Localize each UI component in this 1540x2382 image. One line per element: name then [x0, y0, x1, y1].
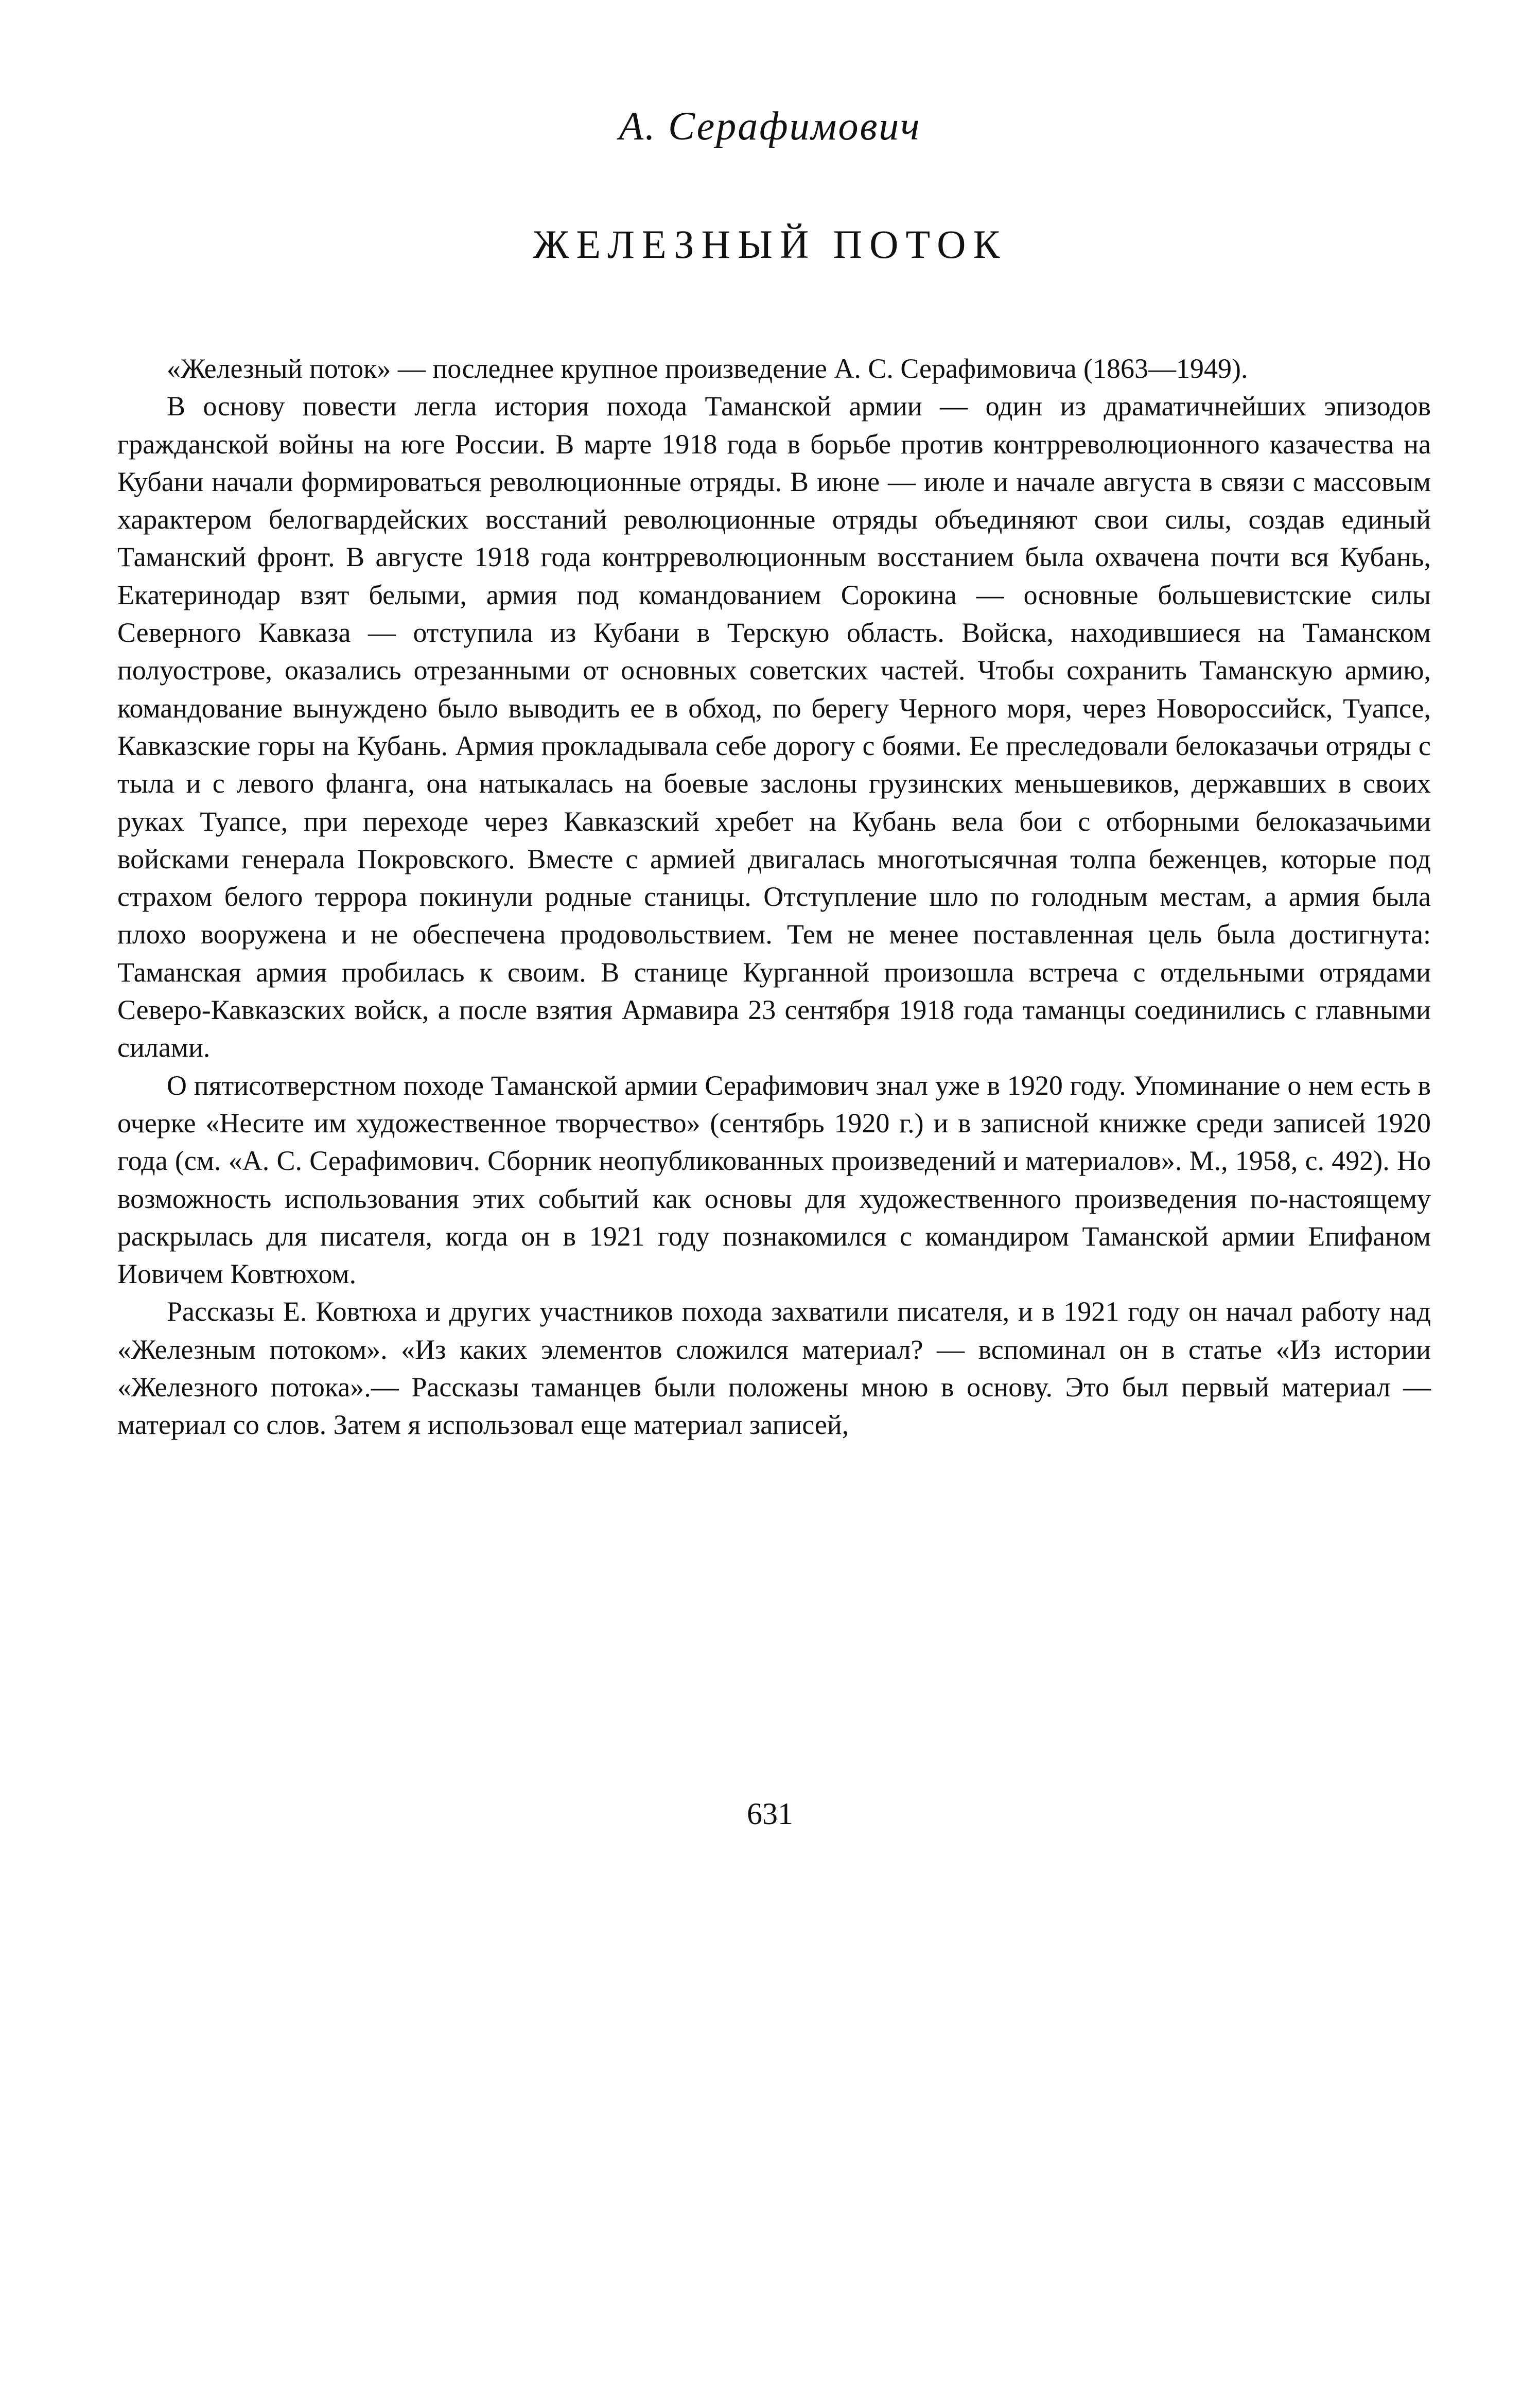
paragraph-knowledge: О пятисотверстном походе Таманской армии Серафимович знал уже в 1920 году. Упоминание о нем есть в очерке «Несите им художественное творчество» (сентябрь 1920 г.) и в записной книжке среди записей 1920 года (см. «А. С. Серафимович. Сборник неопубликованных произведений и материалов». М., 1958, с. 492). Но возможность использования этих событий как основы для художественного произведения по-настоящему раскрылась для писателя, когда он в 1921 году познакомился с командиром Таманской армии Епифаном Иовичем Ковтюхом.	[117, 1070, 1431, 1290]
work-title: ЖЕЛЕЗНЫЙ ПОТОК	[533, 222, 1007, 267]
page-number: 631	[747, 1797, 793, 1831]
paragraph-history: В основу повести легла история похода Таманской армии — один из драматичнейших эпизодов гражданской войны на юге России. В марте 1918 года в борьбе против контрреволюционного казачества на Кубани начали формироваться революционные отряды. В июне — июле и начале августа в связи с массовым характером белогвардейских восстаний революционные отряды объединяют свои силы, создав единый Таманский фронт. В августе 1918 года контрреволюционным восстанием была охвачена почти вся Кубань, Екатеринодар взят белыми, армия под командованием Сорокина — основные большевистские силы Северного Кавказа — отступила из Кубани в Терскую область. Войска, находившиеся на Таманском полуострове, оказались отрезанными от основных советских частей. Чтобы сохранить Таманскую армию, командование вынуждено было выводить ее в обход, по берегу Черного моря, через Новороссийск, Туапсе, Кавказские горы на Кубань. Армия прокладывала себе дорогу с боями. Ее преследовали белоказачьи отряды с тыла и с левого фланга, она натыкалась на боевые заслоны грузинских меньшевиков, державших в своих руках Туапсе, при переходе через Кавказский хребет на Кубань вела бои с отборными белоказачьими войсками генерала Покровского. Вместе с армией двигалась многотысячная толпа беженцев, которые под страхом белого террора покинули родные станицы. Отступление шло по голодным местам, а армия была плохо вооружена и не обеспечена продовольствием. Тем не менее поставленная цель была достигнута: Таманская армия пробилась к своим. В станице Курганной произошла встреча с отдельными отрядами Северо-Кавказских войск, а после взятия Армавира 23 сентября 1918 года таманцы соединились с главными силами.	[117, 391, 1431, 1063]
paragraph-stories: Рассказы Е. Ковтюха и других участников похода захватили писателя, и в 1921 году он начал работу над «Железным потоком». «Из каких элементов сложился материал? — вспоминал он в статье «Из истории «Железного потока».— Рассказы таманцев были положены мною в основу. Это был первый материал — материал со слов. Затем я использовал еще материал записей,	[117, 1296, 1431, 1441]
paragraph-intro: «Железный поток» — последнее крупное произведение А. С. Серафимовича (1863—1949).	[167, 353, 1248, 384]
commentary-body	[117, 350, 1431, 1444]
author-name: А. Серафимович	[619, 103, 921, 148]
